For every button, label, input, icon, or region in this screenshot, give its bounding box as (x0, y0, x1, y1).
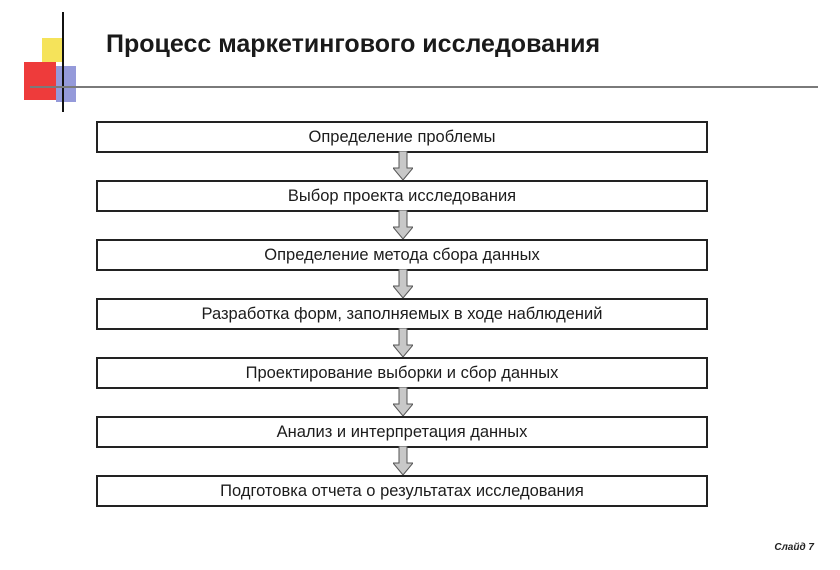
step-label: Проектирование выборки и сбор данных (245, 363, 559, 382)
deco-yellow-square (42, 38, 64, 62)
down-arrow-icon (393, 387, 413, 416)
step-box (96, 121, 708, 153)
step-label: Разработка форм, заполняемых в ходе наблюдений (201, 304, 603, 323)
down-arrow-icon (393, 446, 413, 475)
title-underline (30, 86, 818, 88)
down-arrow-icon (393, 269, 413, 298)
step-box (96, 180, 708, 212)
page-title: Процесс маркетингового исследования (106, 30, 601, 58)
step-label: Определение метода сбора данных (264, 245, 540, 264)
deco-red-square (24, 62, 56, 100)
step-box (96, 239, 708, 271)
deco-blue-square (56, 66, 76, 102)
step-label: Подготовка отчета о результатах исследования (220, 481, 584, 500)
deco-vertical-line (62, 12, 64, 112)
slide-number: Слайд 7 (774, 542, 814, 553)
step-label: Определение проблемы (308, 127, 496, 146)
down-arrow-icon (393, 210, 413, 239)
step-box (96, 298, 708, 330)
step-box (96, 416, 708, 448)
step-box (96, 475, 708, 507)
step-label: Анализ и интерпретация данных (276, 422, 528, 441)
step-label: Выбор проекта исследования (287, 186, 517, 205)
corner-decoration (0, 0, 110, 115)
step-box (96, 357, 708, 389)
down-arrow-icon (393, 151, 413, 180)
down-arrow-icon (393, 328, 413, 357)
